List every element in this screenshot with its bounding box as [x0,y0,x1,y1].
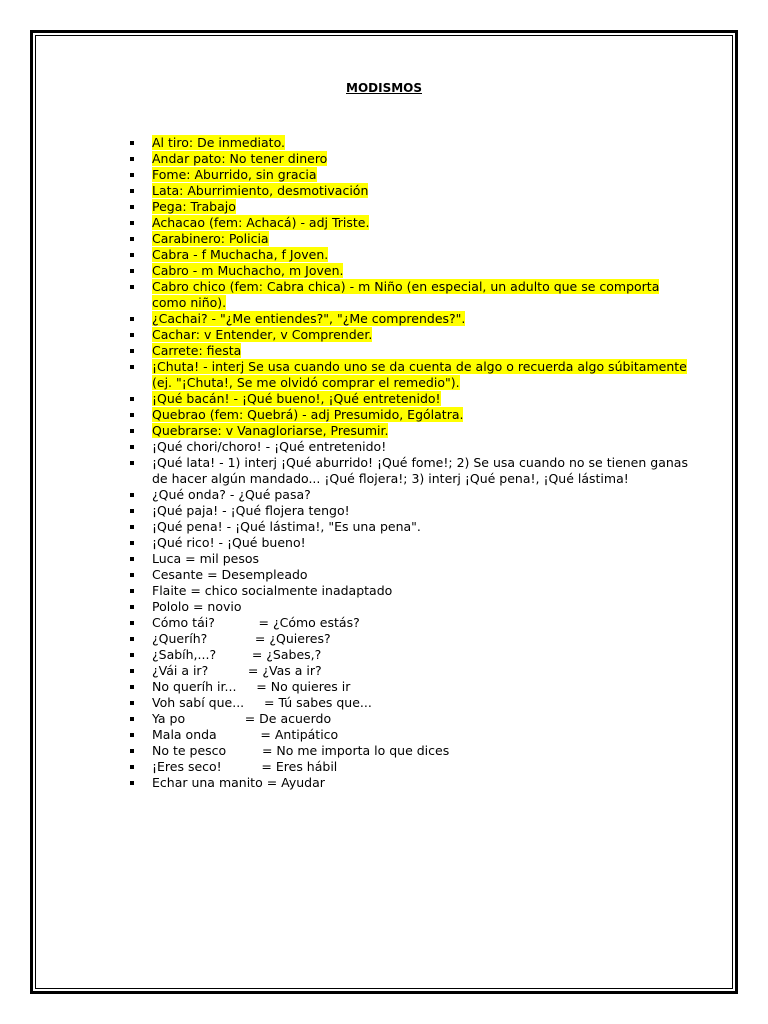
list-item-text: Achacao (fem: Achacá) - adj Triste. [152,215,370,230]
list-item-text: Carabinero: Policia [152,231,269,246]
list-item-text: ¿Cachai? - "¿Me entiendes?", "¿Me comprendes?". [152,311,466,326]
list-item [128,503,688,519]
list-item-text: ¡Qué bacán! - ¡Qué bueno!, ¡Qué entretenido! [152,391,441,406]
bullet-icon [130,589,134,593]
list-item [128,279,688,311]
list-item-text: Quebrarse: v Vanagloriarse, Presumir. [152,423,389,438]
list-item [128,663,688,679]
list-item-text: Cabro chico (fem: Cabra chica) - m Niño (en especial, un adulto que se comporta como niño). [152,279,660,310]
list-item [128,679,688,695]
list-item [128,631,688,647]
bullet-icon [130,637,134,641]
bullet-icon [130,141,134,145]
list-item [128,311,688,327]
list-item [128,359,688,391]
list-item-text: Ya po = De acuerdo [152,711,332,726]
list-item [128,183,688,199]
page-title: MODISMOS [346,81,422,95]
bullet-icon [130,701,134,705]
list-item-text: Voh sabí que... = Tú sabes que... [152,695,372,710]
bullet-icon [130,237,134,241]
bullet-icon [130,157,134,161]
bullet-icon [130,781,134,785]
list-item-text: Cabro - m Muchacho, m Joven. [152,263,344,278]
bullet-icon [130,573,134,577]
list-item-text: Luca = mil pesos [152,551,260,566]
list-item [128,439,688,455]
bullet-icon [130,717,134,721]
list-item-text: Cómo tái? = ¿Cómo estás? [152,615,360,630]
list-item [128,519,688,535]
list-item [128,599,688,615]
list-item [128,743,688,759]
list-item-text: ¡Chuta! - interj Se usa cuando uno se da cuenta de algo o recuerda algo súbitamente (ej. "¡Chuta!, Se me olvidó comprar el remedio"). [152,359,687,390]
list-item-text: ¿Queríh? = ¿Quieres? [152,631,331,646]
list-item-text: No te pesco = No me importa lo que dices [152,743,450,758]
list-item [128,247,688,263]
bullet-icon [130,749,134,753]
list-item-text: Al tiro: De inmediato. [152,135,285,150]
list-item-text: ¡Qué paja! - ¡Qué flojera tengo! [152,503,350,518]
bullet-icon [130,349,134,353]
bullet-icon [130,525,134,529]
bullet-icon [130,669,134,673]
bullet-icon [130,685,134,689]
list-item-text: ¿Sabíh,...? = ¿Sabes,? [152,647,322,662]
list-item [128,407,688,423]
bullet-icon [130,509,134,513]
list-item [128,167,688,183]
bullet-icon [130,221,134,225]
list-item-text: Pololo = novio [152,599,242,614]
bullet-icon [130,189,134,193]
list-item [128,567,688,583]
bullet-icon [130,653,134,657]
list-item [128,695,688,711]
list-item [128,199,688,215]
modismos-list [128,135,688,791]
list-item [128,263,688,279]
bullet-icon [130,397,134,401]
list-item [128,391,688,407]
list-item-text: ¡Qué lata! - 1) interj ¡Qué aburrido! ¡Qué fome!; 2) Se usa cuando no se tienen ganas de hacer algún mandado... ¡Qué flojera!; 3) interj ¡Qué pena!, ¡Qué lástima! [152,455,688,486]
bullet-icon [130,413,134,417]
list-item-text: ¿Qué onda? - ¿Qué pasa? [152,487,311,502]
bullet-icon [130,605,134,609]
list-item [128,583,688,599]
list-item-text: Cabra - f Muchacha, f Joven. [152,247,329,262]
list-item [128,535,688,551]
list-item [128,135,688,151]
bullet-icon [130,269,134,273]
list-item-text: Echar una manito = Ayudar [152,775,325,790]
list-item [128,615,688,631]
list-item-text: Carrete: fiesta [152,343,242,358]
bullet-icon [130,445,134,449]
list-item-text: Andar pato: No tener dinero [152,151,328,166]
list-item-text: No queríh ir... = No quieres ir [152,679,351,694]
list-item-text: ¡Eres seco! = Eres hábil [152,759,338,774]
list-item-text: ¡Qué chori/choro! - ¡Qué entretenido! [152,439,387,454]
list-item [128,647,688,663]
list-item [128,343,688,359]
list-item-text: Cachar: v Entender, v Comprender. [152,327,373,342]
bullet-icon [130,493,134,497]
bullet-icon [130,461,134,465]
bullet-icon [130,733,134,737]
list-item [128,231,688,247]
list-item [128,487,688,503]
list-item-text: Lata: Aburrimiento, desmotivación [152,183,369,198]
list-item [128,151,688,167]
bullet-icon [130,541,134,545]
bullet-icon [130,365,134,369]
list-item [128,327,688,343]
bullet-icon [130,765,134,769]
list-item [128,423,688,439]
bullet-icon [130,173,134,177]
bullet-icon [130,253,134,257]
list-item [128,551,688,567]
list-item-text: Flaite = chico socialmente inadaptado [152,583,393,598]
bullet-icon [130,333,134,337]
bullet-icon [130,285,134,289]
list-item-text: Pega: Trabajo [152,199,236,214]
list-item [128,759,688,775]
list-item-text: Cesante = Desempleado [152,567,308,582]
bullet-icon [130,205,134,209]
list-item-text: ¡Qué rico! - ¡Qué bueno! [152,535,306,550]
list-item [128,711,688,727]
list-item [128,215,688,231]
list-item [128,775,688,791]
bullet-icon [130,557,134,561]
bullet-icon [130,429,134,433]
bullet-icon [130,621,134,625]
list-item [128,455,688,487]
list-item-text: Quebrao (fem: Quebrá) - adj Presumido, Ególatra. [152,407,464,422]
bullet-icon [130,317,134,321]
list-item-text: ¡Qué pena! - ¡Qué lástima!, "Es una pena". [152,519,421,534]
list-item [128,727,688,743]
list-item-text: Fome: Aburrido, sin gracia [152,167,317,182]
list-item-text: Mala onda = Antipático [152,727,339,742]
list-item-text: ¿Vái a ir? = ¿Vas a ir? [152,663,322,678]
